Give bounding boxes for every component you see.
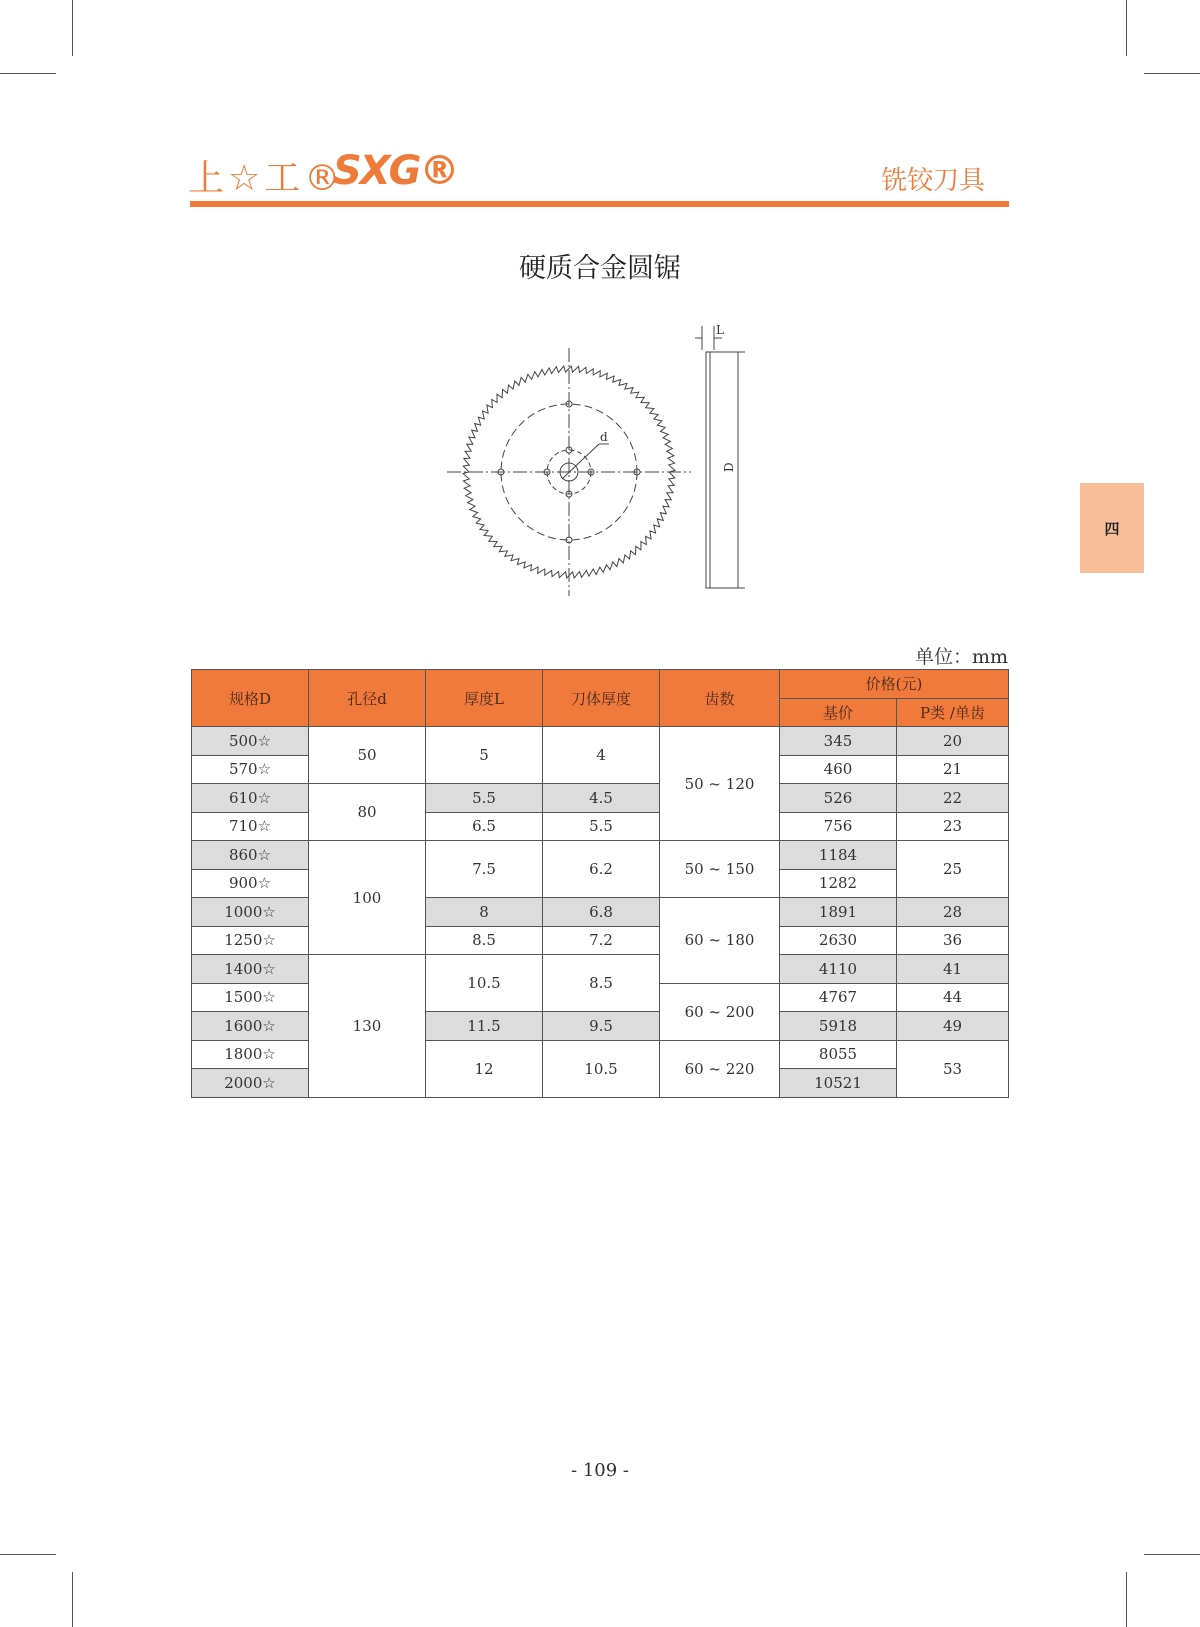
page-title: 硬质合金圆锯 bbox=[519, 253, 681, 284]
cell-thickness: 10.5 bbox=[426, 955, 543, 1012]
cell-base: 4767 bbox=[780, 983, 897, 1012]
cell-bore: 50 bbox=[309, 727, 426, 784]
crop-mark bbox=[72, 0, 73, 56]
cell-spec: 710☆ bbox=[192, 812, 309, 841]
table-row bbox=[192, 841, 1009, 870]
header-teeth: 齿数 bbox=[660, 670, 780, 727]
cell-bore: 130 bbox=[309, 955, 426, 1098]
cell-p: 44 bbox=[897, 983, 1009, 1012]
cell-spec: 1600☆ bbox=[192, 1012, 309, 1041]
cell-body: 8.5 bbox=[543, 955, 660, 1012]
cell-base: 2630 bbox=[780, 926, 897, 955]
cell-body: 6.2 bbox=[543, 841, 660, 898]
cell-spec: 570☆ bbox=[192, 755, 309, 784]
section-title: 铣铰刀具 bbox=[880, 166, 985, 196]
table-row bbox=[192, 727, 1009, 756]
cell-spec: 610☆ bbox=[192, 784, 309, 813]
cell-base: 756 bbox=[780, 812, 897, 841]
cell-p: 36 bbox=[897, 926, 1009, 955]
cell-thickness: 8.5 bbox=[426, 926, 543, 955]
cell-teeth: 50 ~ 150 bbox=[660, 841, 780, 898]
cell-spec: 500☆ bbox=[192, 727, 309, 756]
cell-bore: 80 bbox=[309, 784, 426, 841]
header-p: P类 /单齿 bbox=[897, 698, 1009, 727]
cell-p: 22 bbox=[897, 784, 1009, 813]
cell-spec: 1250☆ bbox=[192, 926, 309, 955]
crop-mark bbox=[72, 1572, 73, 1627]
crop-mark bbox=[1126, 1572, 1127, 1627]
label-L: L bbox=[716, 323, 724, 337]
cell-spec: 1800☆ bbox=[192, 1040, 309, 1069]
crop-mark bbox=[0, 1554, 56, 1555]
table-header-row bbox=[192, 670, 1009, 699]
cell-base: 1184 bbox=[780, 841, 897, 870]
cell-base: 460 bbox=[780, 755, 897, 784]
page-number: - 109 - bbox=[571, 1460, 629, 1481]
cell-thickness: 7.5 bbox=[426, 841, 543, 898]
header-base: 基价 bbox=[780, 698, 897, 727]
logo-sxg: SXG® bbox=[333, 148, 458, 194]
cell-thickness: 5 bbox=[426, 727, 543, 784]
cell-teeth: 50 ~ 120 bbox=[660, 727, 780, 841]
header-price: 价格(元) bbox=[780, 670, 1009, 699]
cell-spec: 1500☆ bbox=[192, 983, 309, 1012]
header-rule bbox=[190, 201, 1009, 207]
cell-thickness: 5.5 bbox=[426, 784, 543, 813]
header-bore: 孔径d bbox=[309, 670, 426, 727]
header-body: 刀体厚度 bbox=[543, 670, 660, 727]
cell-thickness: 6.5 bbox=[426, 812, 543, 841]
cell-base: 345 bbox=[780, 727, 897, 756]
cell-base: 1891 bbox=[780, 898, 897, 927]
cell-p: 21 bbox=[897, 755, 1009, 784]
cell-spec: 900☆ bbox=[192, 869, 309, 898]
cell-spec: 2000☆ bbox=[192, 1069, 309, 1098]
crop-mark bbox=[0, 73, 56, 74]
cell-bore: 100 bbox=[309, 841, 426, 955]
crop-mark bbox=[1144, 1554, 1200, 1555]
cell-teeth: 60 ~ 180 bbox=[660, 898, 780, 984]
cell-teeth: 60 ~ 220 bbox=[660, 1040, 780, 1097]
cell-base: 8055 bbox=[780, 1040, 897, 1069]
cell-p: 41 bbox=[897, 955, 1009, 984]
cell-body: 6.8 bbox=[543, 898, 660, 927]
cell-body: 9.5 bbox=[543, 1012, 660, 1041]
cell-base: 4110 bbox=[780, 955, 897, 984]
cell-p: 49 bbox=[897, 1012, 1009, 1041]
cell-base: 5918 bbox=[780, 1012, 897, 1041]
header-thickness: 厚度L bbox=[426, 670, 543, 727]
cell-teeth: 60 ~ 200 bbox=[660, 983, 780, 1040]
cell-spec: 860☆ bbox=[192, 841, 309, 870]
saw-blade-diagram bbox=[440, 320, 760, 610]
cell-p: 23 bbox=[897, 812, 1009, 841]
logo-chinese: 上☆工® bbox=[188, 158, 345, 199]
cell-base: 526 bbox=[780, 784, 897, 813]
cell-base: 1282 bbox=[780, 869, 897, 898]
header-spec: 规格D bbox=[192, 670, 309, 727]
table-row bbox=[192, 784, 1009, 813]
unit-label: 单位：mm bbox=[914, 646, 1008, 668]
cell-body: 10.5 bbox=[543, 1040, 660, 1097]
label-d: d bbox=[600, 430, 608, 444]
cell-thickness: 12 bbox=[426, 1040, 543, 1097]
table-row bbox=[192, 955, 1009, 984]
cell-p: 20 bbox=[897, 727, 1009, 756]
cell-body: 7.2 bbox=[543, 926, 660, 955]
spec-price-table bbox=[191, 669, 1009, 1098]
cell-p: 53 bbox=[897, 1040, 1009, 1097]
cell-body: 5.5 bbox=[543, 812, 660, 841]
crop-mark bbox=[1126, 0, 1127, 56]
cell-base: 10521 bbox=[780, 1069, 897, 1098]
cell-p: 25 bbox=[897, 841, 1009, 898]
cell-spec: 1400☆ bbox=[192, 955, 309, 984]
cell-thickness: 11.5 bbox=[426, 1012, 543, 1041]
crop-mark bbox=[1144, 73, 1200, 74]
cell-body: 4.5 bbox=[543, 784, 660, 813]
cell-p: 28 bbox=[897, 898, 1009, 927]
cell-spec: 1000☆ bbox=[192, 898, 309, 927]
cell-body: 4 bbox=[543, 727, 660, 784]
chapter-tab: 四 bbox=[1080, 483, 1144, 573]
cell-thickness: 8 bbox=[426, 898, 543, 927]
label-D: D bbox=[722, 462, 736, 472]
